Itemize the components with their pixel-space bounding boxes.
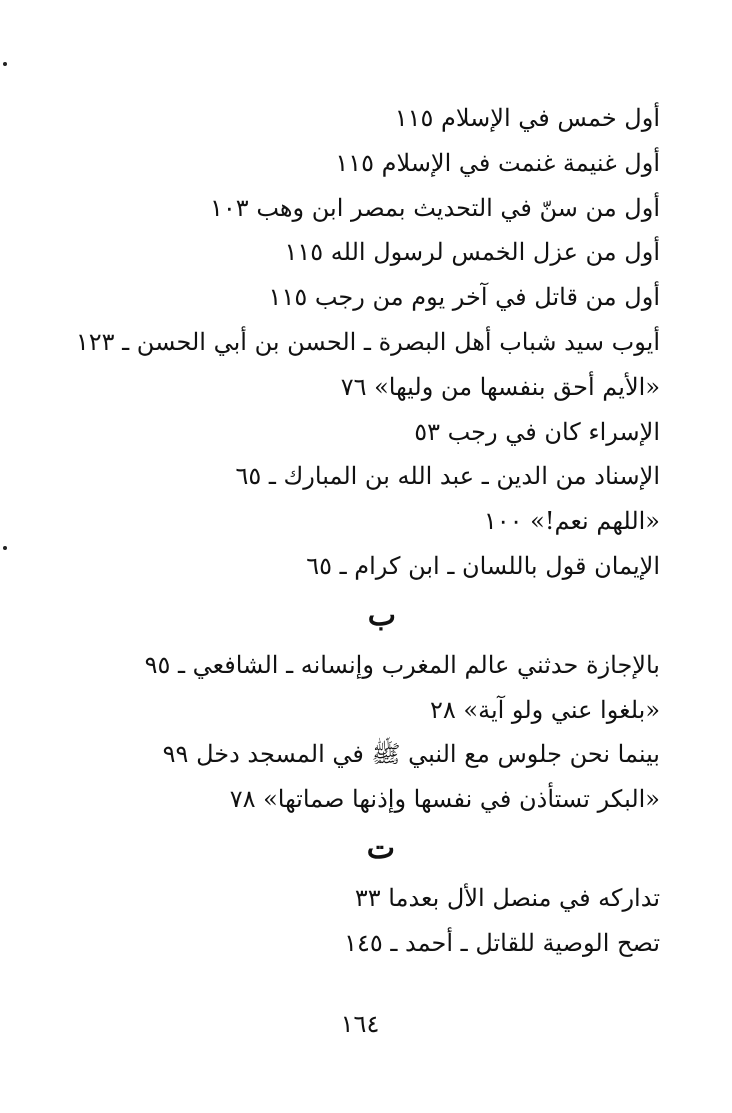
index-entry: أول من قاتل في آخر يوم من رجب ١١٥ [268,283,660,312]
index-entry: بينما نحن جلوس مع النبي ﷺ في المسجد دخل ٩٩ [162,740,660,769]
index-entry: أيوب سيد شباب أهل البصرة ـ الحسن بن أبي الحسن ـ ١٢٣ [75,327,660,356]
index-entry: أول من سنّ في التحديث بمصر ابن وهب ١٠٣ [210,193,660,222]
section-heading-ta: ت [366,830,395,866]
index-entry: أول خمس في الإسلام ١١٥ [394,104,660,132]
index-entries [60,96,660,966]
page-number [0,1004,732,1044]
index-entry: الإسراء كان في رجب ٥٣ [414,417,660,446]
index-entry: الإسناد من الدين ـ عبد الله بن المبارك ـ ٦٥ [235,462,660,491]
index-entry: الإيمان قول باللسان ـ ابن كرام ـ ٦٥ [306,551,660,580]
index-entry: تداركه في منصل الأل بعدما ٣٣ [354,883,660,912]
section-heading-ba: ب [367,597,396,633]
index-entry: «البكر تستأذن في نفسها وإذنها صماتها» ٧٨ [229,785,660,814]
index-entry: تصح الوصية للقاتل ـ أحمد ـ ١٤٥ [344,928,660,957]
index-entry: بالإجازة حدثني عالم المغرب وإنسانه ـ الشافعي ـ ٩٥ [144,650,660,679]
index-entry: «بلغوا عني ولو آية» ٢٨ [429,695,660,724]
index-entry: «الأيم أحق بنفسها من وليها» ٧٦ [340,372,660,401]
scan-mark [3,62,7,66]
scan-mark [3,546,7,550]
index-entry: أول من عزل الخمس لرسول الله ١١٥ [284,238,660,267]
page-number-text: ١٦٤ [340,1010,380,1038]
index-entry: «اللهم نعم!» ١٠٠ [483,507,660,536]
index-entry: أول غنيمة غنمت في الإسلام ١١٥ [335,148,660,177]
